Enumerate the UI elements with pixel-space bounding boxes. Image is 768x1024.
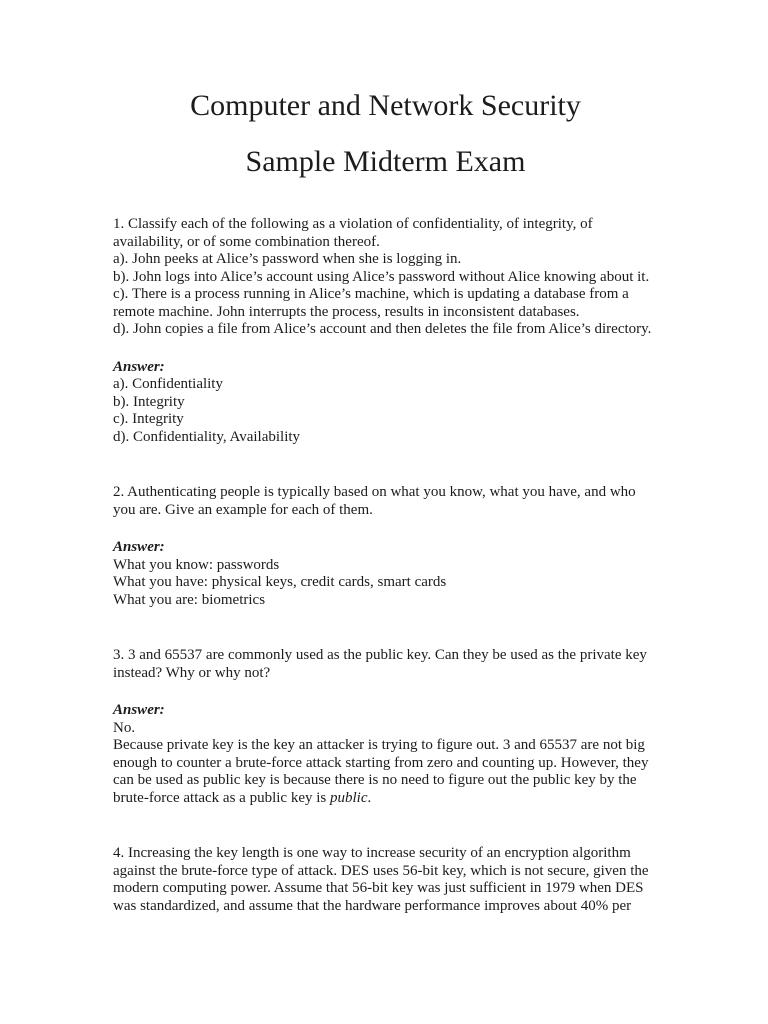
answer-3-body-post: . bbox=[367, 789, 372, 806]
answer-3-italic-word: public bbox=[330, 789, 368, 806]
answer-1-label: Answer: bbox=[113, 358, 165, 375]
answer-2-label: Answer: bbox=[113, 539, 165, 555]
answer-1-line-c: c). Integrity bbox=[113, 411, 184, 427]
document-title: Computer and Network Security bbox=[190, 89, 581, 122]
document-subtitle: Sample Midterm Exam bbox=[245, 145, 526, 178]
question-3-text: 3. 3 and 65537 are commonly used as the public key. Can they be used as the private key instead? Why or why not? bbox=[113, 647, 647, 681]
answer-3-body bbox=[113, 737, 658, 807]
answer-3-body-pre: Because private key is the key an attacker is trying to figure out. 3 and 65537 are not big enough to counter a brute-force attack starting from zero and counting up. However, they can be used as public key is because there is no need to figure out the public key by the brute-force attack as a public key is bbox=[113, 737, 649, 806]
question-3-block bbox=[113, 647, 658, 807]
answer-3-no: No. bbox=[113, 719, 136, 736]
question-2-block bbox=[113, 484, 658, 609]
answer-1-line-a: a). Confidentiality bbox=[113, 376, 223, 392]
question-2-text: 2. Authenticating people is typically based on what you know, what you have, and who you are. Give an example for each of them. bbox=[113, 484, 636, 518]
answer-2-line-are: What you are: biometrics bbox=[113, 591, 266, 608]
question-4-text: 4. Increasing the key length is one way to increase security of an encryption algorithm against the brute-force type of attack. DES uses 56-bit key, which is not secure, given the modern computing power. Assume that 56-bit key was just sufficient in 1979 when DES was standardized, and assume that the hardware performance improves about 40% per bbox=[113, 845, 649, 914]
question-1-part-d: d). John copies a file from Alice’s account and then deletes the file from Alice’s directory. bbox=[113, 321, 652, 337]
answer-2-line-have: What you have: physical keys, credit cards, smart cards bbox=[113, 574, 447, 590]
question-4-block bbox=[113, 845, 658, 915]
question-1-block bbox=[113, 216, 658, 446]
question-1-part-c: c). There is a process running in Alice’s machine, which is updating a database from a remote machine. John interrupts the process, results in inconsistent databases. bbox=[113, 286, 629, 320]
question-1-part-b: b). John logs into Alice’s account using Alice’s password without Alice knowing about it. bbox=[113, 268, 650, 285]
answer-1-line-d: d). Confidentiality, Availability bbox=[113, 428, 301, 445]
answer-2-line-know: What you know: passwords bbox=[113, 556, 280, 573]
question-1-text: 1. Classify each of the following as a violation of confidentiality, of integrity, of availability, or of some combination thereof. bbox=[113, 216, 593, 250]
answer-1-line-b: b). Integrity bbox=[113, 393, 185, 410]
answer-3-label: Answer: bbox=[113, 702, 165, 718]
question-1-part-a: a). John peeks at Alice’s password when she is logging in. bbox=[113, 251, 462, 267]
